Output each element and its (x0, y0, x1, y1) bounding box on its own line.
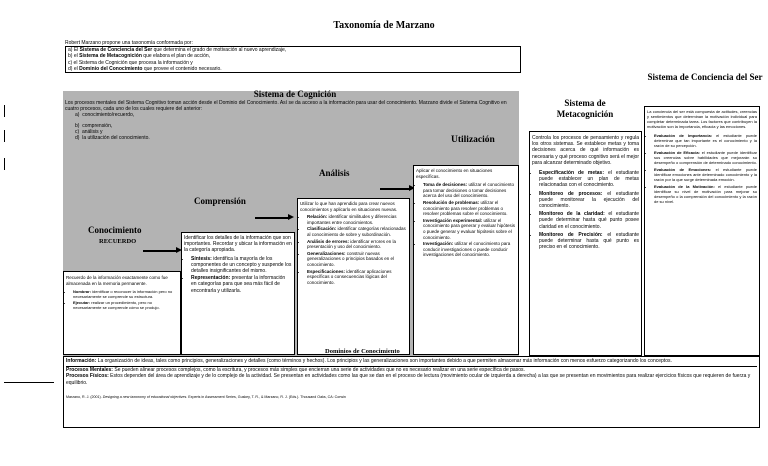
list-item: • Especificación de metas: el estudiante puede establecer un plan de metas relacionadas con el conocimiento. (539, 170, 639, 189)
step-recuerdo: RECUERDO (99, 238, 137, 245)
arrow-to-analisis (255, 217, 289, 219)
list-item: • Toma de decisiones: utilizar el conocimiento para tomar decisiones o tomar decisiones acerca del uso del conocimiento. (423, 182, 516, 199)
list-item: • Resolución de problemas: utilizar el conocimiento para resolver problemas o resolver problemas sobre el conocimiento. (423, 200, 516, 217)
intro-lead: Robert Marzano propone una taxonomía conformada por: (65, 40, 193, 46)
utilizacion-box: Aplicar el conocimiento en situaciones específicas. • Toma de decisiones: utilizar el conocimiento para tomar decisiones o tomar decisiones acerca del uso del conocimiento. • Resolución de problemas: utilizar el conocimiento para resolver problemas o resolver problemas sobre el conocimiento. • Investigación experimental: utilizar el conocimiento para generar y evaluar hipótesis o puede generar y evaluar hipótesis sobre el conocimiento. • Investigación: utilizar el conocimiento para conducir investigaciones o puede conducir investigaciones del conocimiento. (413, 165, 519, 355)
step-utilizacion: Utilización (451, 135, 495, 145)
list-item: • Monitoreo de la claridad: el estudiante puede determinar hasta qué punto posee claridad en el conocimiento. (539, 211, 639, 230)
list-item: • Monitoreo de procesos: el estudiante puede monitorear la ejecución del conocimiento. (539, 191, 639, 210)
analisis-list (300, 214, 407, 285)
intro-item: d) el Dominio del Conocimiento que provee el contenido necesario. (68, 65, 222, 72)
intro-list (65, 46, 521, 73)
intro-item: a) El Sistema de Conciencia del Ser que determina el grado de motivación al nuevo aprendizaje, (68, 47, 287, 54)
dominios-title: Dominios de Conocimiento (325, 348, 400, 355)
margin-mark (4, 105, 5, 117)
page-title: Taxonomía de Marzano (333, 20, 435, 31)
list-item: • Relación: identificar similitudes y diferencias importantes entre conocimientos. (307, 214, 407, 225)
comprension-list (184, 256, 292, 294)
analisis-box: Utilizar lo que han aprendido para crear nuevos conocimientos y aplicarlo en situaciones nuevas. • Relación: identificar similitudes y diferencias importantes entre conocimientos. • Clasificación: identificar categorías relacionadas al conocimiento de sobre y subordinación. • Análisis de errores: identificar errores en la presentación y uso del conocimiento. • Generalizaciones: construir nuevas generalizaciones o principios basados en el conocimiento. • Especificaciones: identificar aplicaciones específicas o consecuencias lógicas del conocimiento. (297, 198, 410, 355)
list-item: • Representación: presentar la información en categorías para que sea más fácil de encontrarla y utilizarla. (191, 275, 292, 294)
list-item: • Monitoreo de Precisión: el estudiante puede determinar hasta qué punto es preciso en el conocimiento. (539, 232, 639, 251)
list-item: • Especificaciones: identificar aplicaciones específicas o consecuencias lógicas del conocimiento. (307, 269, 407, 286)
margin-mark (4, 158, 5, 170)
intro-box (63, 40, 403, 82)
utilizacion-list (416, 182, 516, 258)
step-conocimiento: Conocimiento (88, 225, 142, 235)
list-item: • Síntesis: identifica la mayoría de los componentes de un concepto y suspende los detalles insignificantes del mismo. (191, 256, 292, 275)
metacognicion-box: Controla los procesos de pensamiento y regula los otros sistemas. Se establece metas y toma decisiones acerca de qué información es necesaria y qué proceso cognitivo será el mejor para alcanzar determinado objetivo. • Especificación de metas: el estudiante puede establecer un plan de metas relacionadas con el conocimiento. • Monitoreo de procesos: el estudiante puede monitorear la ejecución del conocimiento. • Monitoreo de la claridad: el estudiante puede determinar hasta qué punto posee claridad en el conocimiento. • Monitoreo de Precisión: el estudiante puede determinar hasta qué punto es preciso en el conocimiento. (529, 131, 642, 356)
dominios-box (63, 356, 760, 428)
conciencia-list (647, 133, 757, 204)
list-item: • Evaluación de Eficacia: el estudiante puede identificar sus creencias sobre habilidades que mejorarán su desempeño o comprensión de determinado conocimiento. (654, 150, 757, 165)
list-item: • Ejecutar: realizar un procedimiento, pero no necesariamente se comprende cómo se produjo. (73, 300, 178, 310)
list-item: • Investigación: utilizar el conocimiento para conducir investigaciones o puede conducir investigaciones del conocimiento. (423, 241, 516, 258)
step-analisis: Análisis (319, 168, 350, 178)
dominio-item: Información: La organización de ideas, tales como principios, generalizaciones y detalles (como términos y hechos). Los principios y las generalizaciones son importantes debido a que permiten almacenar más información con menos esfuerzo categorizando los conceptos. (66, 358, 672, 364)
step-comprension: Comprensión (194, 196, 246, 206)
list-item: • Nombrar: identificar o reconocer la información pero no necesariamente se comprende su estructura. (73, 289, 178, 299)
dominio-item: Procesos Mentales: Se pueden alinear procesos complejos, como la escritura, y procesos más simples que encierran una serie de actividades que no es necesario realizar en una serie específica de pasos. (66, 366, 757, 373)
citation: Marzano, R. J. (2001). Designing a new taxonomy of educational objectives. Experts in Assessment Series, Guskey, T. R., & Marzano, R. J. (Eds.). Thousand Oaks, CA: Corwin (66, 394, 346, 399)
metacognicion-title: Sistema de Metacognición (556, 98, 614, 119)
recuerdo-list (66, 289, 178, 310)
intro-item: c) el Sistema de Cognición que procesa la información y (68, 59, 193, 66)
list-item: • Evaluación de Importancia: el estudiante puede determinar que tan importante es el conocimiento y la razón de su percepción. (654, 133, 757, 148)
cognicion-list: a) conocimiento/recuerdo, b) comprensión, c) análisis y d) la utilización del conocimiento. (75, 112, 150, 142)
list-item: • Análisis de errores: identificar errores en la presentación y uso del conocimiento. (307, 239, 407, 250)
intro-item: b) el Sistema de Metacognición que elabora el plan de acción, (68, 53, 211, 60)
cognicion-text: Los procesos mentales del Sistema Cognitivo toman acción desde el Dominio del Conocimiento. Así se da acceso a la información para usar del conocimiento. Marzano divide el Sistema Cognitivo en cuatro procesos, cada uno de los cuales requiere del anterior: a) conocimiento/recuerdo, b) comprensión, c) análisis y d) la utilización del conocimiento. (65, 100, 515, 141)
margin-mark (4, 130, 5, 142)
list-item: • Investigación experimental: utilizar el conocimiento para generar y evaluar hipótesis o puede generar y evaluar hipótesis sobre el conocimiento. (423, 218, 516, 240)
list-item: • Evaluación de Emociones: el estudiante puede identificar emociones ante determinado conocimiento y la razón por la que surge determinada emoción. (654, 167, 757, 182)
recuerdo-box: Recuerdo de la información exactamente como fue almacenada en la memoria permanente. • Nombrar: identificar o reconocer la información pero no necesariamente se comprende su estructura. • Ejecutar: realizar un procedimiento, pero no necesariamente se comprende cómo se produjo. (63, 271, 181, 355)
arrow-to-comprension (143, 250, 177, 252)
conciencia-title: Sistema de Conciencia del Ser (647, 72, 763, 82)
metacognicion-list (532, 170, 639, 250)
cognicion-title: Sistema de Cognición (253, 89, 337, 99)
comprension-box: Identificar los detalles de la información que son importantes. Recordar y ubicar la información en la categoría apropiada. • Síntesis: identifica la mayoría de los componentes de un concepto y suspende los detalles insignificantes del mismo. • Representación: presentar la información en categorías para que sea más fácil de encontrarla y utilizarla. (181, 232, 295, 355)
dominio-item: Procesos Físicos: Estos dependen del área de aprendizaje y de lo complejo de la actividad. Se presentan en actividades como las que se dan en el proceso de lectura (movimiento ocular de izquierda a derecha) a las que se presentan en movimientos para realizar ejercicios físicos que requieren de fuerza y equilibrio. (66, 373, 751, 386)
list-item: • Evaluación de la Motivación: el estudiante puede identificar su nivel de motivación para mejorar su desempeño o la comprensión del conocimiento y la razón de su nivel. (654, 184, 757, 204)
arrow-to-utilizacion (380, 188, 410, 190)
conciencia-box: La conciencia del ser está compuesta de actitudes, creencias y sentimientos que determinan la motivación individual para completar determinada tarea. Los factores que contribuyen la motivación son la importancia, eficacia y las emociones. • Evaluación de Importancia: el estudiante puede determinar que tan importante es el conocimiento y la razón de su percepción. • Evaluación de Eficacia: el estudiante puede identificar sus creencias sobre habilidades que mejorarán su desempeño o comprensión de determinado conocimiento. • Evaluación de Emociones: el estudiante puede identificar emociones ante determinado conocimiento y la razón por la que surge determinada emoción. • Evaluación de la Motivación: el estudiante puede identificar su nivel de motivación para mejorar su desempeño o la comprensión del conocimiento y la razón de su nivel. (644, 106, 760, 356)
list-item: • Clasificación: identificar categorías relacionadas al conocimiento de sobre y subordinación. (307, 226, 407, 237)
list-item: • Generalizaciones: construir nuevas generalizaciones o principios basados en el conocimiento. (307, 251, 407, 268)
margin-mark (4, 382, 54, 383)
